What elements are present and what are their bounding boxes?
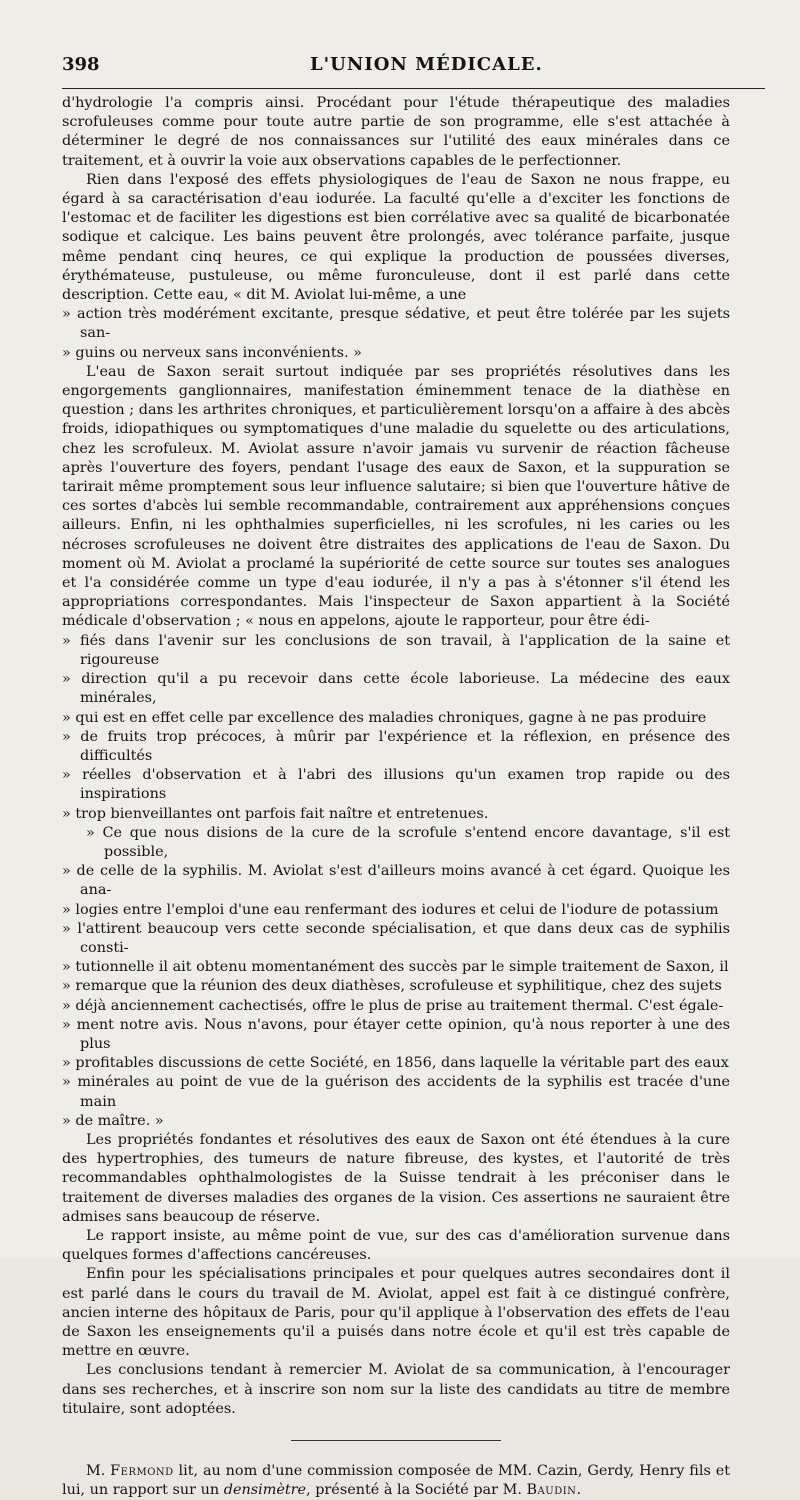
quote-line: » Ce que nous disions de la cure de la scrofule s'entend encore davantage, s'il est possible, <box>86 824 730 860</box>
quote-line: » de fruits trop précoces, à mûrir par l'expérience et la réflexion, en présence des difficultés <box>62 728 730 764</box>
paragraph-hydrologie: d'hydrologie l'a compris ainsi. Procédant pour l'étude thérapeutique des maladies scrofuleuses comme pour toute autre partie de son programme, elle s'est attachée à déterminer le degré de nos connaissances sur l'utilité des eaux minérales dans ce traitement, et à ouvrir la voie aux observations capables de le perfectionner. <box>62 95 730 169</box>
footer-prefix: M. <box>86 1463 106 1480</box>
quote-line: » fiés dans l'avenir sur les conclusions de son travail, à l'application de la saine et rigoureuse <box>62 632 730 668</box>
footer-text-2: , présenté à la Société par M. <box>306 1482 527 1499</box>
name-baudin: Baudin <box>526 1482 577 1499</box>
running-title: L'UNION MÉDICALE. <box>310 54 543 75</box>
paragraph-rapport-insiste: Le rapport insiste, au même point de vue, sur des cas d'amélioration survenue dans quelques formes d'affections cancéreuses. <box>62 1227 730 1264</box>
quote-line: » réelles d'observation et à l'abri des illusions qu'un examen trop rapide ou des inspirations <box>62 767 730 803</box>
paragraph-conclusions: Les conclusions tendant à remercier M. Aviolat de sa communication, à l'encourager dans ses recherches, et à inscrire son nom sur la liste des candidats au titre de membre titulaire, sont adoptées. <box>62 1362 730 1417</box>
italic-densimetre: densimètre <box>223 1482 307 1499</box>
quote-line: » tutionnelle il ait obtenu momentanément des succès par le simple traitement de Saxon, il <box>62 959 729 976</box>
footer-text-1: lit, au nom d'une commission composée de MM. Cazin, Gerdy, Henry fils et lui, un rapport sur un <box>62 1463 731 1499</box>
header-rule <box>62 88 765 89</box>
quote-line: » minérales au point de vue de la guérison des accidents de la syphilis est tracée d'une main <box>62 1074 730 1110</box>
quote-line: » action très modérément excitante, presque sédative, et peut être tolérée par les sujets san- <box>62 306 730 342</box>
name-fermond: Fermond <box>110 1463 174 1480</box>
quote-line: » de celle de la syphilis. M. Aviolat s'est d'ailleurs moins avancé à cet égard. Quoique les ana- <box>62 863 730 899</box>
quote-line: » qui est en effet celle par excellence des maladies chroniques, gagne à ne pas produire <box>62 709 707 726</box>
paragraph-fermond-report <box>62 1462 730 1500</box>
quote-line: » remarque que la réunion des deux diathèses, scrofuleuse et syphilitique, chez des sujets <box>62 978 722 995</box>
quote-line: » profitables discussions de cette Société, en 1856, dans laquelle la véritable part des eaux <box>62 1055 729 1072</box>
quote-line: » direction qu'il a pu recevoir dans cette école laborieuse. La médecine des eaux minérales, <box>62 671 730 707</box>
quote-line: » trop bienveillantes ont parfois fait naître et entretenues. <box>62 805 489 822</box>
page-number: 398 <box>62 54 100 75</box>
footer-end: . <box>576 1482 582 1499</box>
quote-line: » déjà anciennement cachectisés, offre le plus de prise au traitement thermal. C'est égale- <box>62 997 724 1014</box>
section-separator <box>291 1440 501 1441</box>
quote-line: » de maître. » <box>62 1112 164 1129</box>
page-header <box>62 48 760 78</box>
quote-line: » l'attirent beaucoup vers cette seconde spécialisation, et que dans deux cas de syphilis consti- <box>62 920 730 956</box>
article-body <box>62 94 730 1500</box>
paragraph-proprietes-fondantes: Les propriétés fondantes et résolutives des eaux de Saxon ont été étendues à la cure des hypertrophies, des tumeurs de nature fibreuse, des kystes, et l'autorité de très recommandables ophthalmologistes de la Suisse tendrait à les préconiser dans le traitement de diverses maladies des organes de la vision. Ces assertions ne sauraient être admises sans beaucoup de réserve. <box>62 1131 730 1225</box>
paragraph-effets-physiologiques: Rien dans l'exposé des effets physiologiques de l'eau de Saxon ne nous frappe, eu égard à sa caractérisation d'eau iodurée. La faculté qu'elle a d'exciter les fonctions de l'estomac et de faciliter les digestions est bien corrélative avec sa qualité de bicarbonatée sodique et calcique. Les bains peuvent être prolongés, avec tolérance parfaite, jusque même pendant cinq heures, ce qui explique la production de poussées diverses, érythémateuse, pustuleuse, ou même furonculeuse, dont il est parlé dans cette description. Cette eau, « dit M. Aviolat lui-même, a une <box>62 171 730 304</box>
quote-line: » ment notre avis. Nous n'avons, pour étayer cette opinion, qu'à nous reporter à une des plus <box>62 1016 730 1052</box>
quote-line: » guins ou nerveux sans inconvénients. » <box>62 344 362 361</box>
quote-line: » logies entre l'emploi d'une eau renfermant des iodures et celui de l'iodure de potassium <box>62 901 719 918</box>
paragraph-specialisations: Enfin pour les spécialisations principales et pour quelques autres secondaires dont il est parlé dans le cours du travail de M. Aviolat, appel est fait à ce distingué confrère, ancien interne des hôpitaux de Paris, pour qu'il applique à l'observation des effets de l'eau de Saxon les enseignements qu'il a puisés dans notre école et qu'il est très capable de mettre en œuvre. <box>62 1266 730 1360</box>
paragraph-proprietes-resolutives: L'eau de Saxon serait surtout indiquée par ses propriétés résolutives dans les engorgements ganglionnaires, manifestation éminemment tenace de la diathèse en question ; dans les arthrites chroniques, et particulièrement lorsqu'on a affaire à des abcès froids, idiopathiques ou symptomatiques d'une maladie du squelette ou des articulations, chez les scrofuleux. M. Aviolat assure n'avoir jamais vu survenir de réaction fâcheuse après l'ouverture des foyers, pendant l'usage des eaux de Saxon, et la suppuration se tarirait même promptement sous leur influence salutaire; si bien que l'ouverture hâtive de ces sortes d'abcès lui semble recommandable, contrairement aux appréhensions conçues ailleurs. Enfin, ni les ophthalmies superficielles, ni les scrofules, ni les caries ou les nécroses scrofuleuses ne doivent être distraites des applications de l'eau de Saxon. Du moment où M. Aviolat a proclamé la supériorité de cette source sur toutes ses analogues et l'a considérée comme un type d'eau iodurée, il n'y a pas à s'étonner s'il étend les appropriations correspondantes. Mais l'inspecteur de Saxon appartient à la Société médicale d'observation ; « nous en appelons, ajoute le rapporteur, pour être édi- <box>62 363 730 630</box>
